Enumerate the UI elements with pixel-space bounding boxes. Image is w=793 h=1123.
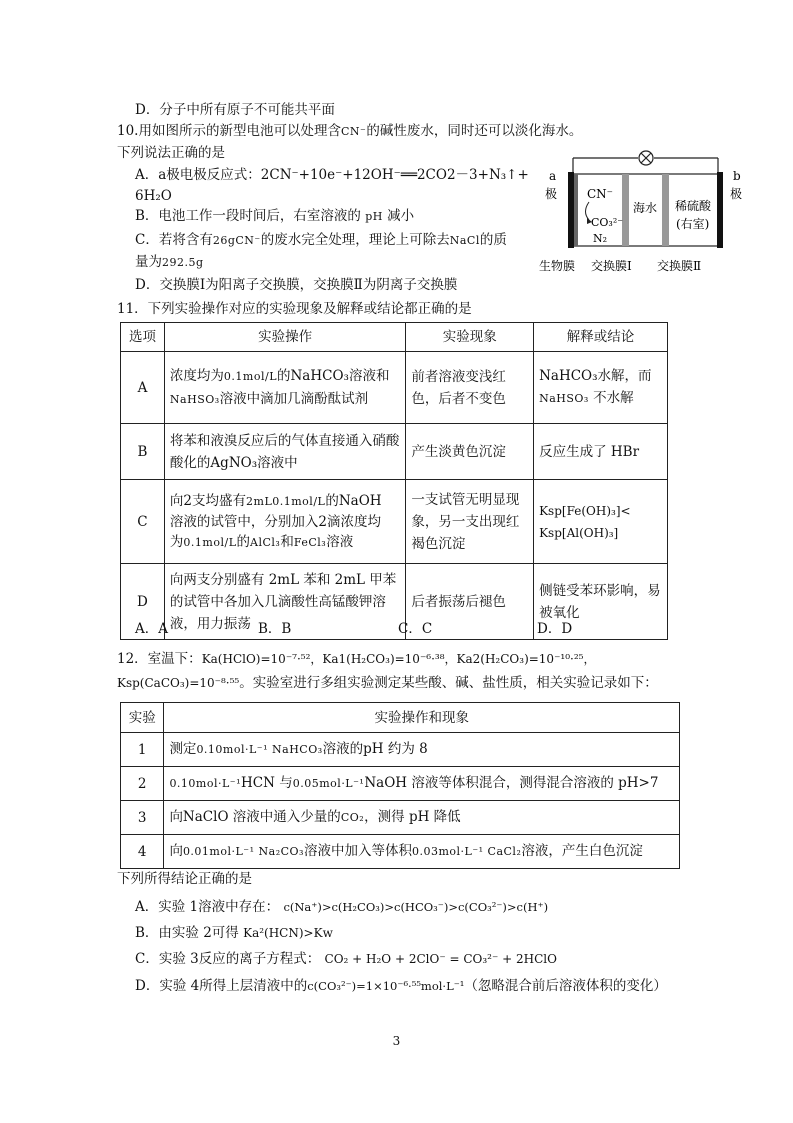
label-b: b (733, 169, 741, 183)
table-row (121, 767, 680, 801)
e1-c: 溶液的pH 约为 8 (322, 741, 428, 757)
q10-c-c: 的质 (479, 232, 507, 248)
q10-b-b: 减小 (387, 208, 415, 224)
row-conclusion (534, 480, 668, 564)
label-m2: 交换膜Ⅱ (657, 259, 702, 273)
q12-option-a (135, 898, 548, 916)
a-op1a: 浓度均为 (169, 367, 224, 384)
e2-a: 0.10mol·L⁻¹ (169, 777, 242, 790)
a-op2a: NaHSO₃ (169, 392, 220, 406)
label-a: a (549, 169, 557, 183)
c-op3d: AlCl₃ (250, 535, 281, 549)
q12-table (120, 702, 680, 869)
q10-option-c-cont (135, 253, 204, 272)
q10-b-a: B．电池工作一段时间后，右室溶液的 (135, 208, 361, 224)
q10-stem-a: 10.用如图所示的新型电池可以处理含 (117, 123, 341, 139)
c-con2: Ksp[Al(OH)₃] (539, 525, 619, 540)
e3-a: 向NaClO 溶液中通入少量的 (169, 809, 341, 825)
row-content (164, 733, 680, 767)
label-n2: N₂ (593, 232, 608, 245)
e4-a: 向 (169, 843, 183, 859)
e4-c: 溶液中加入等体积 (303, 843, 412, 859)
q12-stem-a: 12．室温下： (117, 651, 202, 667)
label-cn: CN⁻ (587, 187, 614, 201)
page-number: 3 (392, 1034, 401, 1048)
e1-b: 0.10mol·L⁻¹ NaHCO₃ (196, 743, 323, 756)
q10-option-a: A．a极电极反应式：2CN⁻+10e⁻+12OH⁻══2CO2－3+N₃↑+ (135, 167, 529, 183)
q10-option-d: D．交换膜Ⅰ为阳离子交换膜，交换膜Ⅱ为阴离子交换膜 (135, 277, 458, 293)
row-content (164, 801, 680, 835)
q10-b-ph: pH (365, 210, 383, 223)
c-op3e: 和 (280, 533, 294, 550)
q10-c-a: C．若将含有 (135, 232, 213, 248)
q12-d-eq: c(CO₃²⁻)=1×10⁻⁶·⁵⁵mol·L⁻¹ (307, 979, 465, 993)
electrode-a (568, 172, 574, 248)
row-option: B (121, 424, 165, 480)
table-row (121, 801, 680, 835)
row-phenomenon: 前者溶液变浅红色，后者不变色 (406, 352, 534, 424)
q10-option-c (135, 231, 507, 250)
row-content (164, 767, 680, 801)
membrane-2 (662, 174, 669, 246)
row-phenomenon: 一支试管无明显现象，另一支出现红褐色沉淀 (406, 480, 534, 564)
th-conclusion: 解释或结论 (534, 323, 668, 352)
a-op1c: 的NaHCO₃溶液和 (277, 367, 390, 384)
table-row (121, 424, 668, 480)
q12-b-a: B．由实验 2可得 (135, 925, 239, 941)
q9-option-d: D．分子中所有原子不可能共平面 (135, 102, 335, 118)
label-b-ji: 极 (730, 187, 743, 201)
c-op3f: FeCl₃ (293, 535, 327, 549)
q11-choice-b: B．B (258, 621, 292, 637)
c-op3g: 溶液 (326, 533, 354, 550)
membrane-1 (622, 174, 629, 246)
e4-d: 0.03mol·L⁻¹ CaCl₂ (411, 845, 522, 858)
a-op2b: 溶液中滴加几滴酚酞试剂 (219, 390, 369, 407)
th-exp: 实验 (121, 703, 164, 733)
label-acid: 稀硫酸 (675, 199, 712, 213)
q10-stem-line2: 下列说法正确的是 (117, 145, 225, 161)
row-phenomenon: 后者振荡后褪色 (406, 564, 534, 640)
q12-a-a: A．实验 1溶液中存在： (135, 899, 280, 915)
q10-c-b: 的废水完全处理，理论上可除去 (260, 232, 450, 248)
c-op1a: 向2支均盛有 (169, 492, 247, 509)
q12-stem-line1 (117, 650, 595, 668)
q12-stem-b: 。实验室进行多组实验测定某些酸、碱、盐性质，相关实验记录如下： (239, 675, 658, 691)
row-option: D (121, 564, 165, 640)
c-op3a: 为 (169, 533, 184, 550)
q12-conclusion-stem: 下列所得结论正确的是 (117, 871, 252, 887)
c-op1c: 的NaOH (325, 492, 382, 509)
row-operation: 向两支分别盛有 2mL 苯和 2mL 甲苯的试管中各加入几滴酸性高锰酸钾溶液，用力振荡 (164, 564, 405, 640)
e2-c: 0.05mol·L⁻¹ (292, 777, 365, 790)
e3-c: ，测得 pH 降低 (364, 809, 461, 825)
q12-option-c (135, 950, 557, 968)
q12-d-b: （忽略混合前后溶液体积的变化） (464, 978, 667, 994)
a-con2b: 不水解 (593, 390, 634, 406)
e3-b: CO₂ (340, 811, 365, 824)
electrode-b (717, 172, 723, 248)
row-operation (164, 352, 405, 424)
c-con1: Ksp[Fe(OH)₃]< (539, 503, 631, 518)
q10-option-b (135, 207, 414, 226)
q12-c-a: C．实验 3反应的离子方程式： (135, 951, 321, 967)
label-co3: CO₃²⁻ (591, 216, 624, 229)
row-option: A (121, 352, 165, 424)
table-header-row (121, 703, 680, 733)
bio-membrane (574, 174, 578, 246)
e2-b: HCN 与 (241, 775, 293, 791)
q10-c-val: 292.5g (162, 256, 204, 269)
row-num: 3 (121, 801, 164, 835)
e1-a: 测定 (169, 741, 197, 757)
q10-c-mass: 26gCN⁻ (212, 234, 261, 247)
c-op3b: 0.1mol/L (183, 535, 237, 549)
table-row (121, 564, 668, 640)
q12-b-eq: Ka²(HCN)>Kw (243, 926, 333, 940)
label-bio: 生物膜 (539, 259, 576, 273)
q12-ka: Ka(HClO)=10⁻⁷·⁵²，Ka1(H₂CO₃)=10⁻⁶·³⁸，Ka2(H₂CO₃)=10⁻¹⁰·²⁵， (201, 652, 596, 666)
a-op1b: 0.1mol/L (223, 369, 277, 383)
table-row (121, 835, 680, 869)
c-op3c: 的 (236, 533, 250, 550)
q11-table (120, 322, 668, 640)
row-phenomenon: 产生淡黄色沉淀 (406, 424, 534, 480)
a-con2a: NaHSO₃ (539, 392, 589, 405)
row-operation (164, 480, 405, 564)
e2-d: NaOH 溶液等体积混合，测得混合溶液的 pH>7 (364, 775, 659, 791)
table-row (121, 733, 680, 767)
q11-choice-a: A．A (135, 621, 168, 637)
row-num: 4 (121, 835, 164, 869)
row-conclusion: 侧链受苯环影响，易被氧化 (534, 564, 668, 640)
q10-stem (117, 122, 582, 141)
th-operation: 实验操作 (164, 323, 405, 352)
q12-option-b (135, 924, 333, 942)
q12-option-d (135, 977, 667, 995)
row-num: 2 (121, 767, 164, 801)
q12-c-eq: CO₂ + H₂O + 2ClO⁻ = CO₃²⁻ + 2HClO (324, 952, 557, 966)
e4-e: 溶液，产生白色沉淀 (521, 843, 643, 859)
th-exp-op: 实验操作和现象 (164, 703, 680, 733)
table-row (121, 480, 668, 564)
q10-stem-b: 的碱性废水，同时还可以淡化海水。 (366, 123, 583, 139)
label-right: (右室) (676, 217, 710, 231)
row-operation: 将苯和液溴反应后的气体直接通入硝酸酸化的AgNO₃溶液中 (164, 424, 405, 480)
table-header-row (121, 323, 668, 352)
row-option: C (121, 480, 165, 564)
c-op1b: 2mL0.1mol/L (246, 494, 326, 508)
label-a-ji: 极 (545, 187, 558, 201)
th-phenomenon: 实验现象 (406, 323, 534, 352)
row-conclusion: 反应生成了 HBr (534, 424, 668, 480)
q10-cn-ion: CN⁻ (340, 125, 367, 138)
q12-stem-line2 (117, 674, 658, 692)
battery-diagram (537, 146, 752, 276)
label-sea: 海水 (633, 201, 658, 215)
label-m1: 交换膜Ⅰ (591, 259, 632, 273)
q11-choice-d: D．D (537, 621, 573, 637)
q11-stem: 11．下列实验操作对应的实验现象及解释或结论都正确的是 (117, 301, 472, 317)
q12-ksp: Ksp(CaCO₃)=10⁻⁸·⁵⁵ (117, 676, 240, 690)
outer-circuit (573, 151, 718, 174)
a-con1: NaHCO₃水解，而 (539, 368, 652, 384)
row-content (164, 835, 680, 869)
th-option: 选项 (121, 323, 165, 352)
q12-a-eq: c(Na⁺)>c(H₂CO₃)>c(HCO₃⁻)>c(CO₃²⁻)>c(H⁺) (283, 900, 549, 914)
q12-d-a: D．实验 4所得上层清液中的 (135, 978, 308, 994)
row-conclusion (534, 352, 668, 424)
q10-option-a-cont: 6H₂O (135, 188, 172, 204)
e4-b: 0.01mol·L⁻¹ Na₂CO₃ (182, 845, 304, 858)
q11-choice-c: C．C (398, 621, 433, 637)
table-row (121, 352, 668, 424)
q10-c-line2a: 量为 (135, 254, 162, 270)
row-num: 1 (121, 733, 164, 767)
q10-c-nacl: NaCl (449, 234, 480, 247)
c-op2: 溶液的试管中，分别加入2滴浓度均 (169, 513, 382, 530)
